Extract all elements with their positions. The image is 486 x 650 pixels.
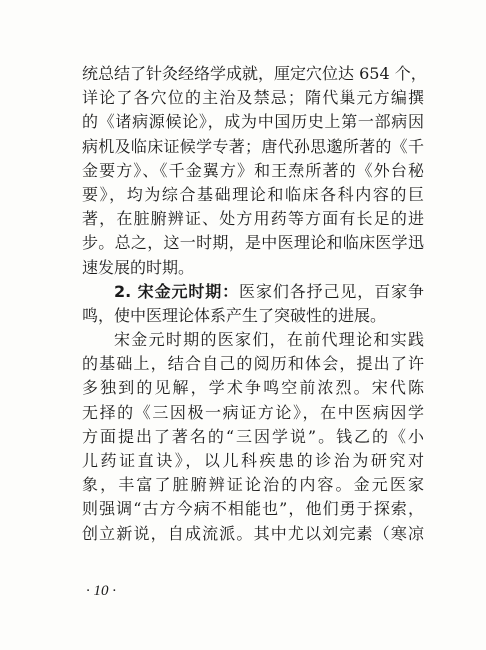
text-line: 无择的《三因极一病证方论》，在中医病因学 <box>82 402 424 422</box>
text-line: 速发展的时期。 <box>82 257 195 277</box>
text-line: 金要方》、《千金翼方》和王焘所著的《外台秘 <box>82 160 424 180</box>
text-line: 方面提出了著名的“三因学说”。钱乙的《小 <box>82 426 424 446</box>
page-number: · 10 · <box>86 583 116 599</box>
text-line: 著，在脏腑辨证、处方用药等方面有长足的进 <box>82 209 424 229</box>
text-line: 鸣，使中医理论体系产生了突破性的进展。 <box>82 305 387 325</box>
main-text-block <box>82 62 427 546</box>
text-line: 的基础上，结合自己的阅历和体会，提出了许 <box>82 354 424 374</box>
section-heading: 2. 宋金元时期： <box>114 281 240 301</box>
text-line: 创立新说，自成流派。其中尤以刘完素（寒凉 <box>82 523 424 543</box>
section-heading-rest: 医家们各抒己见，百家争 <box>239 281 424 301</box>
text-line: 则强调“古方今病不相能也”，他们勇于探索， <box>82 499 424 519</box>
text-line: 病机及临床证候学专著；唐代孙思邈所著的《千 <box>82 136 424 156</box>
text-line: 统总结了针灸经络学成就，厘定穴位达 654 个， <box>82 64 427 83</box>
text-line: 象，丰富了脏腑辨证论治的内容。金元医家 <box>82 475 424 495</box>
text-line: 步。总之，这一时期，是中医理论和临床医学迅 <box>82 233 424 253</box>
text-line: 儿药证直诀》，以儿科疾患的诊治为研究对 <box>82 451 424 470</box>
section-heading-line <box>82 280 424 304</box>
text-line: 详论了各穴位的主治及禁忌；隋代巢元方编撰 <box>82 88 424 108</box>
text-line: 要》，均为综合基础理论和临床各科内容的巨 <box>82 184 424 204</box>
text-line: 的《诸病源候论》，成为中国历史上第一部病因 <box>82 112 424 132</box>
paragraph-first-line: 宋金元时期的医家们，在前代理论和实践 <box>114 330 424 350</box>
text-line: 多独到的见解，学术争鸣空前浓烈。宋代陈 <box>82 378 424 398</box>
